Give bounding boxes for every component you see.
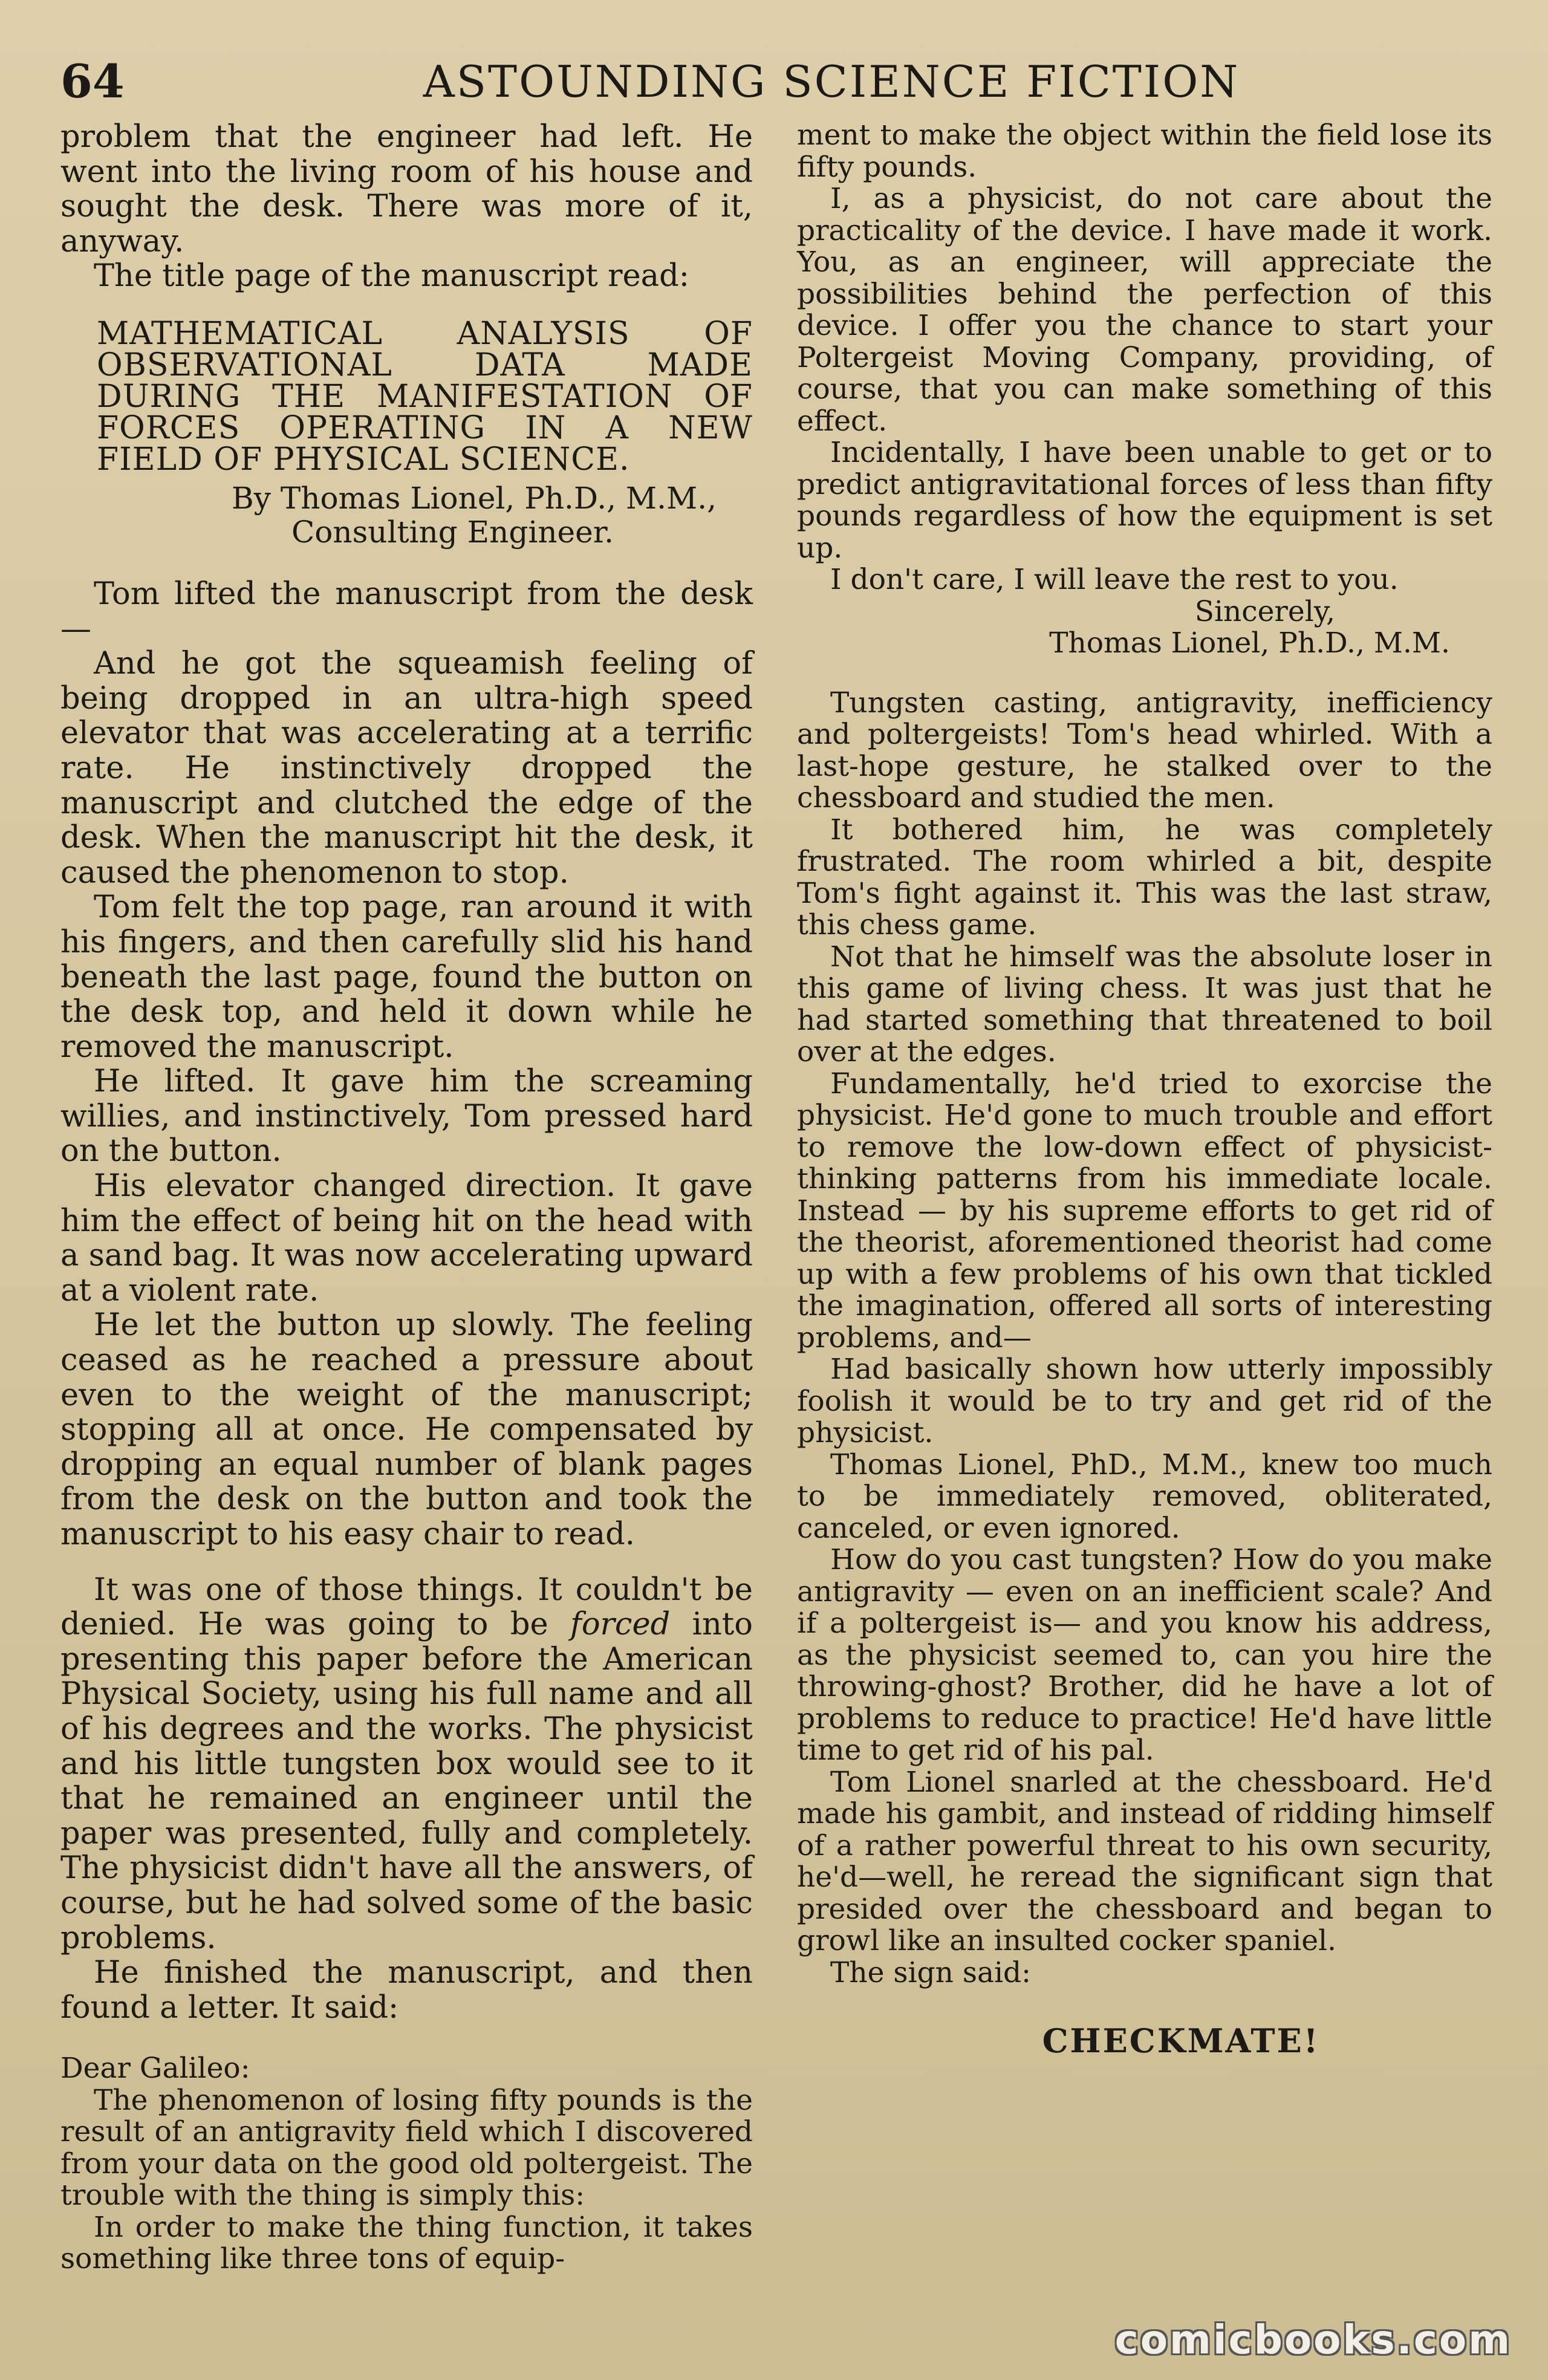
paragraph: Not that he himself was the absolute loser in this game of living chess. It was just that he had started something that threatened to boil over at the edges. (797, 940, 1492, 1068)
letter-paragraph: ment to make the object within the field lose its fifty pounds. (797, 119, 1492, 184)
paragraph: Tungsten casting, antigravity, inefficiency and poltergeists! Tom's head whirled. With a last-hope gesture, he stalked over to the chessboard and studied the men. (797, 686, 1492, 814)
page-number: 64 (60, 54, 125, 108)
paragraph: How do you cast tungsten? How do you make antigravity — even on an inefficient scale? And if a poltergeist is— and you know his address, as the physicist seemed to, can you hire the throwing-ghost? Brother, did he have a lot of problems to reduce to practice! He'd have little time to get rid of his pal. (797, 1543, 1492, 1767)
manuscript-title (97, 315, 753, 478)
manuscript-title-line: DURING THE MANIFESTATION OF (97, 378, 753, 415)
paragraph-text: into presenting this paper before the American Physical Society, using his full name and all of his degrees and the works. The physicist and his little tungsten box would see to it that he remained an engineer until the paper was presented, fully and completely. The physicist didn't have all the answers, of course, but he had solved some of the basic problems. (60, 1607, 753, 1956)
manuscript-title-line: FORCES OPERATING IN A NEW (97, 409, 753, 446)
paragraph (60, 1573, 753, 1956)
paragraph: Tom felt the top page, ran around it with his fingers, and then carefully slid his hand beneath the last page, found the button on the desk top, and held it down while he removed the manuscript. (60, 889, 753, 1065)
manuscript-byline: By Thomas Lionel, Ph.D., M.M., (232, 480, 717, 516)
paragraph: Tom Lionel snarled at the chessboard. He'd made his gambit, and instead of ridding himself of a rather powerful threat to his own security, he'd—well, he reread the significant sign that presided over the chessboard and began to growl like an insulted cocker spaniel. (797, 1765, 1492, 1957)
manuscript-title-line: OBSERVATIONAL DATA MADE (97, 346, 753, 383)
letter-salutation: Dear Galileo: (60, 2052, 250, 2086)
letter-paragraph: I, as a physicist, do not care about the practicality of the device. I have made it work. You, as an engineer, will appreciate the possibilities behind the perfection of this device. I offer you the chance to start your Poltergeist Moving Company, providing, of course, that you can make something of this effect. (797, 182, 1492, 438)
paragraph: He let the button up slowly. The feeling ceased as he reached a pressure about even to the weight of the manuscript; stopping all at once. He compensated by dropping an equal number of blank pages from the desk on the button and took the manuscript to his easy chair to read. (60, 1307, 753, 1552)
right-column (797, 119, 1492, 2060)
paragraph-text: It was one of those things. It couldn't be denied. He was going to be (60, 1572, 753, 1643)
emphasis: forced (570, 1607, 671, 1643)
paragraph: Thomas Lionel, PhD., M.M., knew too much to be immediately removed, obliterated, canceled, or even ignored. (797, 1448, 1492, 1545)
paragraph: Tom lifted the manuscript from the desk— (60, 576, 753, 647)
manuscript-title-line: FIELD OF PHYSICAL SCIENCE. (97, 441, 630, 478)
paragraph: And he got the squeamish feeling of being dropped in an ultra-high speed elevator that was accelerating at a terrific rate. He instinctively dropped the manuscript and clutched the edge of the desk. When the manuscript hit the desk, it caused the phenomenon to stop. (60, 646, 753, 891)
manuscript-title-line: MATHEMATICAL ANALYSIS OF (97, 315, 753, 352)
letter-paragraph: In order to make the thing function, it takes something like three tons of equip- (60, 2210, 753, 2276)
paragraph: problem that the engineer had left. He went into the living room of his house and sought the desk. There was more of it, anyway. (60, 119, 753, 259)
paragraph: He lifted. It gave him the screaming willies, and instinctively, Tom pressed hard on the button. (60, 1064, 753, 1169)
paragraph: Fundamentally, he'd tried to exorcise the physicist. He'd gone to much trouble and effort to remove the low-down effect of physicist-thinking patterns from his immediate locale. Instead — by his supreme efforts to get rid of the theorist, aforementioned theorist had come up with a few problems of his own that tickled the imagination, offered all sorts of interesting problems, and— (797, 1067, 1492, 1354)
paragraph: Had basically shown how utterly impossibly foolish it would be to try and get rid of the physicist. (797, 1353, 1492, 1449)
manuscript-byline-title: Consulting Engineer. (291, 514, 614, 550)
letter-paragraph: I don't care, I will leave the rest to you. (830, 563, 1399, 596)
paragraph: His elevator changed direction. It gave him the effect of being hit on the head with a sand bag. It was now accelerating upward at a violent rate. (60, 1168, 753, 1309)
paragraph: It bothered him, he was completely frustrated. The room whirled a bit, despite Tom's fight against it. This was the last straw, this chess game. (797, 813, 1492, 941)
running-title: ASTOUNDING SCIENCE FICTION (423, 56, 1240, 107)
page-header (60, 48, 1481, 115)
letter-paragraph: Incidentally, I have been unable to get or to predict antigravitational forces of less than fifty pounds regardless of how the equipment is set up. (797, 436, 1492, 565)
paragraph: The title page of the manuscript read: (94, 258, 689, 294)
paragraph: He finished the manuscript, and then found a letter. It said: (60, 1955, 753, 2026)
letter-paragraph: The phenomenon of losing fifty pounds is the result of an antigravity field which I discovered from your data on the good old poltergeist. The trouble with the thing is simply this: (60, 2083, 753, 2213)
letter-signature: Thomas Lionel, Ph.D., M.M. (1049, 626, 1450, 660)
checkmate-sign: CHECKMATE! (1042, 2021, 1320, 2060)
paragraph: The sign said: (830, 1956, 1031, 1989)
letter-signoff: Sincerely, (1194, 594, 1335, 628)
watermark-logo: comicbooks.com (1114, 2317, 1512, 2363)
left-column (60, 120, 753, 2275)
